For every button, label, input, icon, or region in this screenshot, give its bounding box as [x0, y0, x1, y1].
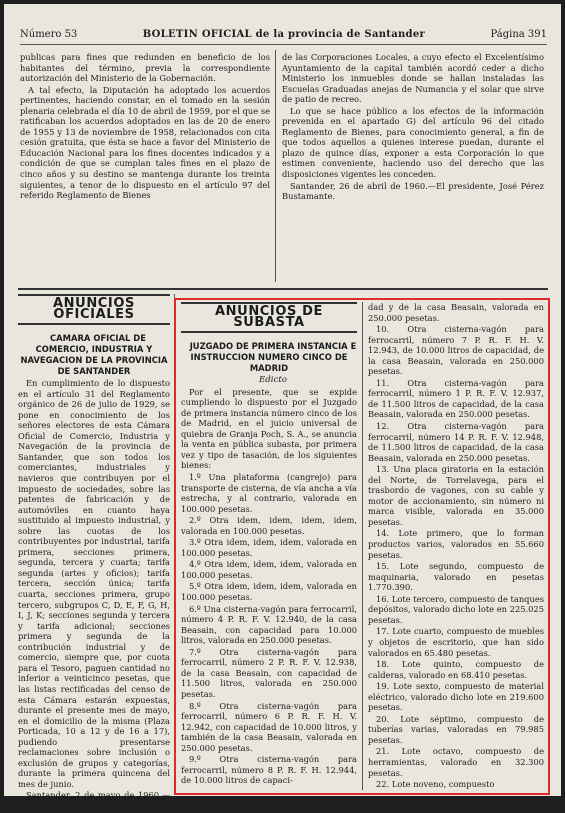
page-header — [20, 26, 547, 45]
column-divider — [174, 294, 175, 794]
list-item: 21. Lote octavo, compuesto de herramientas, valorado en 32.300 pesetas. — [368, 746, 544, 778]
intro-paragraph: Por el presente, que se expide cumpliendo lo dispuesto por el Juzgado de primera instancia número cinco de los de Madrid, en el juicio universal de quiebra de Granja Poch, S. A., se anuncia la venta en pública subasta, por primera vez y tipo de tasación, de los siguientes bienes: — [181, 386, 357, 471]
top-right-column — [282, 52, 544, 203]
edicto-title: Edicto — [259, 375, 287, 386]
issue-number: Número 53 — [20, 28, 78, 40]
list-item: 12. Otra cisterna-vagón para ferrocarril, número 14 P. R. F. V. 12.948, de 11.500 litros de capacidad, de la casa Beasain, valorada en 250.000 pesetas. — [368, 421, 544, 463]
list-item: 19. Lote sexto, compuesto de material eléctrico, valorado dicho lote en 219.600 pesetas. — [368, 681, 544, 713]
list-item: 3.º Otra idem, idem, idem, valorada en 100.000 pesetas. — [181, 537, 357, 558]
section-heading-oficiales: ANUNCIOS OFICIALES — [18, 294, 170, 325]
list-item: 2.º Otra idem, idem, idem, idem, valorada en 100.000 pesetas. — [181, 515, 357, 536]
list-item: dad y de la casa Beasain, valorada en 250.000 pesetas. — [368, 302, 544, 323]
column-divider — [275, 50, 276, 282]
list-item: 15. Lote segundo, compuesto de maquinaria, valorado en pesetas 1.770.390. — [368, 561, 544, 593]
anuncios-subasta-column-2 — [368, 302, 544, 791]
organization-name: CAMARA OFICIAL DE COMERCIO, INDUSTRIA Y NAVEGACION DE LA PROVINCIA DE SANTANDER — [20, 333, 168, 377]
paragraph: de las Corporaciones Locales, a cuyo efecto el Excelentísimo Ayuntamiento de la capital también acordó ceder a dicho Ministerio los inmuebles donde se hallan instaladas las Escuelas Graduadas anejas de Numancia y el solar que sirve de patio de recreo. — [282, 52, 544, 105]
signature: Santander, 2 de mayo de 1960.—El secretario general. — [18, 790, 170, 811]
list-item: 5.º Otra idem, idem, idem, valorada en 100.000 pesetas. — [181, 581, 357, 603]
list-item: 22. Lote noveno, compuesto — [376, 779, 495, 790]
list-item: 9.º Otra cisterna-vagón para ferrocarril, número 8 P. R. F. H. 12.944, de 10.000 litros de capaci- — [181, 754, 357, 786]
section-heading-subasta: ANUNCIOS DE SUBASTA — [181, 302, 357, 333]
page-number: Página 391 — [490, 28, 547, 40]
signature: Santander, 26 de abril de 1960.—El presidente, José Pérez Bustamante. — [282, 180, 544, 202]
paragraph: A tal efecto, la Diputación ha adoptado los acuerdos pertinentes, haciendo constar, en el tomado en la sesión plenaria celebrada el día 10 de abril de 1959, por el que se ratificaban los acuerdos adoptados en las de 20 de enero de 1955 y 13 de noviembre de 1958, relacionados con cita cesión gratuita, que ésta se hace a favor del Ministerio de Educación Nacional para los fines docentes indicados y a condición de que se cumplan tales fines en el plazo de cinco años y su destino se mantenga durante los treinta siguientes, a tenor de lo dispuesto en el artículo 97 del referido Reglamento de Bienes — [20, 84, 270, 201]
paragraph: En cumplimiento de lo dispuesto en el artículo 31 del Reglamento orgánico de 26 de julio de 1929, se pone en conocimiento de los señores electores de esta Cámara Oficial de Comercio, Industria y Navegación de la provincia de Santander, que son todos los comerciantes, industriales y navieros que contribuyen por el impuesto de sociedades, sobre las patentes de fabricación y de automóviles en cuanto haya sustituido al impuesto industrial, y sobre las cuotas de los contribuyentes por industrial, tarifa primera, secciones primera, segunda, tercera y cuarta; tarifa segunda (artes y oficios); tarifa tercera, sección única; tarifa cuarta, secciones primera, grupo tercero, subgrupos C, D, E, F, G, H, I, J, K; secciones segunda y tercera y tarifa adicional; secciones primera y segunda de la contribución industrial y de comercio, siempre que, por cuota para el Tesoro, paguen cantidad no inferior a veinticinco pesetas, que las listas rectificadas del censo de esta Cámara estarán expuestas, durante el presente mes de mayo, en el domicilio de la misma (Plaza Porticada, 10 a 12 y de 16 a 17), pudiendo presentarse reclamaciones sobre inclusión o exclusión de grupos y categorías, durante la primera quincena del mes de junio. — [18, 378, 170, 789]
list-item: 20. Lote séptimo, compuesto de tuberías varias, valoradas en 79.985 pesetas. — [368, 713, 544, 745]
anuncios-subasta-column-1 — [181, 302, 357, 787]
list-item: 17. Lote cuarto, compuesto de muebles y objetos de escritorio, que han sido valorados en 65.480 pesetas. — [368, 626, 544, 658]
bulletin-title: BOLETIN OFICIAL de la provincia de Santander — [142, 28, 426, 40]
newspaper-page — [4, 4, 561, 811]
list-item: 6.º Una cisterna-vagón para ferrocarril, número 4 P. R. F. V. 12.940, de la casa Beasain, con capacidad para 10.000 litros, valorada en 250.000 pesetas. — [181, 603, 357, 646]
court-name: JUZGADO DE PRIMERA INSTANCIA E INSTRUCCION NUMERO CINCO DE MADRID — [189, 341, 357, 374]
list-item: 4.º Otra idem, idem, idem, valorada en 100.000 pesetas. — [181, 559, 357, 580]
column-divider — [362, 302, 363, 790]
anuncios-oficiales-column — [18, 294, 170, 813]
list-item: 7.º Otra cisterna-vagón para ferrocarril, número 2 P. R. F. V. 12.938, de la casa Beasain, con capacidad de 11.500 litros, valorada en 250.000 pesetas. — [181, 646, 357, 699]
paragraph: Lo que se hace público a los efectos de la información prevenida en el apartado G) del artículo 96 del citado Reglamento de Bienes, para conocimiento general, a fin de que todos aquellos a quienes interese puedan, durante el plazo de quince días, exponer a esta Corporación lo que estimen conveniente, haciendo uso del derecho que las disposiciones vigentes les conceden. — [282, 105, 544, 180]
list-item: 10. Otra cisterna-vagón para ferrocarril, número 7 P. R. F. H. V. 12.943, de 10.000 litros de capacidad, de la casa Beasain, valorada en 250.000 pesetas. — [368, 324, 544, 377]
list-item: 14. Lote primero, que lo forman productos varios, valorados en 55.660 pesetas. — [368, 528, 544, 560]
top-left-column — [20, 52, 270, 202]
list-item: 16. Lote tercero, compuesto de tanques depósitos, valorado dicho lote en 225.025 pesetas. — [368, 593, 544, 625]
list-item: 11. Otra cisterna-vagón para ferrocarril, número 1 P. R. F. V. 12.937, de 11.500 litros de capacidad, de la casa Beasain, valorada en 250.000 pesetas. — [368, 377, 544, 420]
list-item: 18. Lote quinto, compuesto de calderas, valorado en 68.410 pesetas. — [368, 659, 544, 680]
paragraph: publicas para fines que redunden en beneficio de los habitantes del término, previa la correspondiente autorización del Ministerio de la Gobernación. — [20, 52, 270, 84]
list-item: 1.º Una plataforma (cangrejo) para transporte de cisterna, de vía ancha a vía estrecha, y al contrario, valorada en 100.000 pesetas. — [181, 472, 357, 514]
list-item: 13. Una placa giratoria en la estación del Norte, de Torrelavega, para el trasbordo de vagones, con su cable y motor de accionamiento, sin número ni marca visible, valorada en 35.000 pesetas. — [368, 464, 544, 527]
section-divider — [18, 288, 548, 290]
list-item: 8.º Otra cisterna-vagón para ferrocarril, número 6 P. R. F. H. V. 12.942, con capacidad de 10.000 litros, y también de la casa Beasain, valorada en 250.000 pesetas. — [181, 700, 357, 753]
